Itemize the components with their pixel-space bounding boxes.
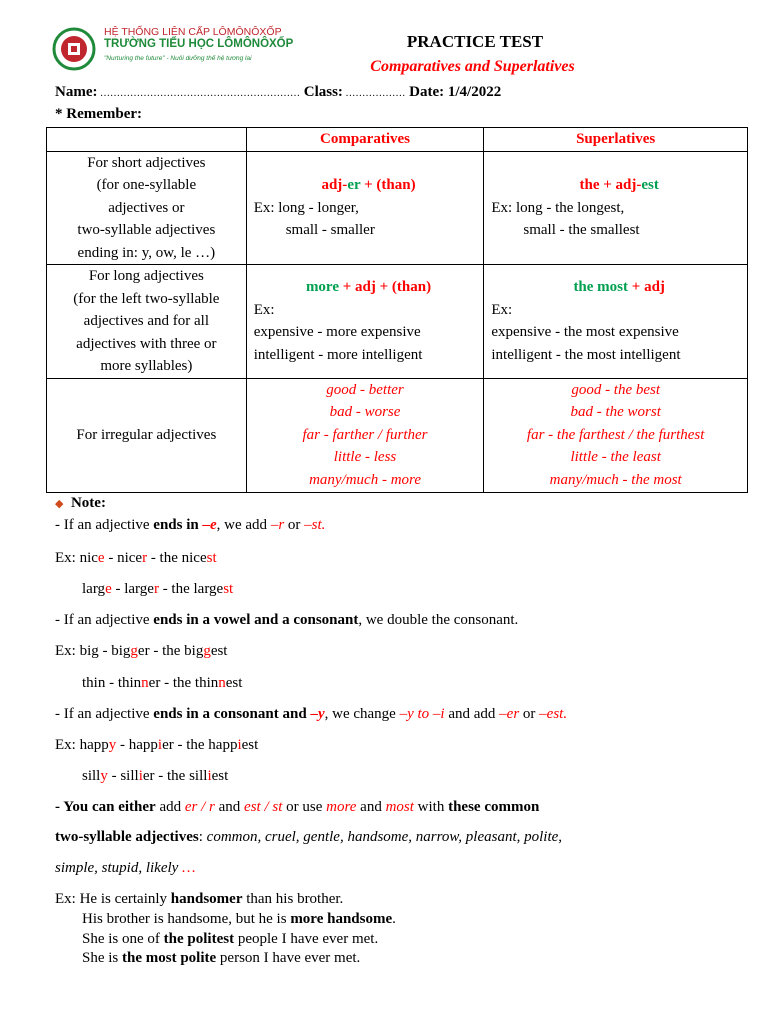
grammar-table <box>46 127 748 493</box>
irregular-line: many/much - the most <box>549 471 682 488</box>
note-rule-either-cont: two-syllable adjectives: common, cruel, gentle, handsome, narrow, pleasant, polite, <box>55 829 563 845</box>
label-line: adjectives and for all <box>83 313 210 329</box>
example-sentence: She is one of the politest people I have ever met. <box>82 931 379 947</box>
example-line: Ex: long - longer, <box>253 199 359 216</box>
comparative-irregular-cell <box>246 378 484 492</box>
table-header-comparatives: Comparatives <box>246 128 484 152</box>
name-dots: …………………………………………………… <box>97 88 300 99</box>
example-line: expensive - more expensive <box>253 324 421 341</box>
label-line: (for the left two-syllable <box>73 290 220 307</box>
label-line: For long adjectives <box>88 268 204 284</box>
note-heading: ◆ Note: <box>55 495 106 511</box>
label-line: two-syllable adjectives <box>77 222 216 238</box>
table-header-superlatives: Superlatives <box>484 128 748 152</box>
comparative-long-cell <box>246 265 484 379</box>
example-line: intelligent - more intelligent <box>253 346 423 363</box>
example-line: expensive - the most expensive <box>491 324 679 341</box>
label-line: ending in: y, ow, le …) <box>77 244 216 261</box>
irregular-line: bad - the worst <box>570 404 661 421</box>
superlative-long-rule: the most + adj <box>573 279 665 296</box>
label-line: adjectives with three or <box>76 335 217 352</box>
class-dots: ……………… <box>342 88 406 99</box>
note-rule-either-cont2: simple, stupid, likely … <box>55 860 196 876</box>
example-sentence: She is the most polite person I have ever met. <box>82 950 361 966</box>
row-label-short <box>47 151 247 265</box>
row-label-irregular: For irregular adjectives <box>47 378 247 492</box>
label-line: more syllables) <box>100 358 193 374</box>
class-label: Class: <box>303 84 343 100</box>
example-sentence: His brother is handsome, but he is more handsome. <box>82 911 396 927</box>
example-happy: Ex: happy - happier - the happiest <box>55 737 259 753</box>
school-logo <box>52 24 302 74</box>
label-line: (for one-syllable <box>96 177 197 193</box>
name-label: Name: <box>55 84 98 100</box>
note-rule-double: - If an adjective ends in a vowel and a consonant, we double the consonant. <box>55 612 519 628</box>
example-sentence: Ex: He is certainly handsomer than his brother. <box>55 891 344 907</box>
example-line: Ex: long - the longest, <box>491 199 625 216</box>
irregular-line: little - less <box>333 449 397 466</box>
example-big: Ex: big - bigger - the biggest <box>55 643 228 659</box>
superlative-long-cell <box>484 265 748 379</box>
label-line: For short adjectives <box>87 154 206 171</box>
row-label-long <box>47 265 247 379</box>
school-name: TRƯỜNG TIỂU HỌC LÔMÔNÔXỐP <box>104 38 294 50</box>
table-header-row <box>47 128 748 152</box>
example-line: Ex: <box>253 301 275 318</box>
irregular-line: good - better <box>326 381 404 398</box>
example-line: small - smaller <box>285 222 375 238</box>
comparative-short-rule: adj-er + (than) <box>321 177 416 193</box>
note-rule-e: - If an adjective ends in –e, we add –r or –st. <box>55 517 326 533</box>
note-rule-either: - You can either add er / r and est / st or use more and most with these common <box>55 799 540 815</box>
example-silly: silly - sillier - the silliest <box>82 768 229 784</box>
table-header-empty <box>47 128 247 152</box>
school-slogan: "Nurturing the future" - Nuôi dưỡng thế hệ tương lai <box>104 55 252 62</box>
superlative-short-cell <box>484 151 748 265</box>
example-nice: Ex: nice - nicer - the nicest <box>55 550 217 566</box>
table-row-short <box>47 151 748 265</box>
example-line: small - the smallest <box>523 222 640 238</box>
comparative-short-cell <box>246 151 484 265</box>
label-line: adjectives or <box>108 199 185 216</box>
page-subtitle: Comparatives and Superlatives <box>370 58 575 75</box>
irregular-line: bad - worse <box>329 404 401 421</box>
name-class-date-line <box>55 84 501 101</box>
irregular-line: little - the least <box>570 449 661 466</box>
irregular-line: many/much - more <box>309 471 421 488</box>
example-large: large - larger - the largest <box>82 581 234 597</box>
table-row-long <box>47 265 748 379</box>
date-label: Date: 1/4/2022 <box>409 84 502 100</box>
note-rule-y: - If an adjective ends in a consonant and –y, we change –y to –i and add –er or –est. <box>55 706 568 722</box>
example-line: intelligent - the most intelligent <box>491 346 681 363</box>
example-line: Ex: <box>491 301 513 318</box>
school-system: HỆ THỐNG LIÊN CẤP LÔMÔNÔXỐP <box>104 26 282 38</box>
irregular-line: good - the best <box>571 381 661 398</box>
table-row-irregular <box>47 378 748 492</box>
superlative-short-rule: the + adj-est <box>579 177 659 193</box>
irregular-line: far - farther / further <box>302 426 428 443</box>
example-thin: thin - thinner - the thinnest <box>82 675 243 691</box>
diamond-bullet-icon: ◆ <box>55 498 64 510</box>
remember-heading: * Remember: <box>55 106 143 122</box>
irregular-line: far - the farthest / the furthest <box>526 426 705 443</box>
page-title: PRACTICE TEST <box>406 32 544 51</box>
comparative-long-rule: more + adj + (than) <box>305 279 432 296</box>
superlative-irregular-cell <box>484 378 748 492</box>
